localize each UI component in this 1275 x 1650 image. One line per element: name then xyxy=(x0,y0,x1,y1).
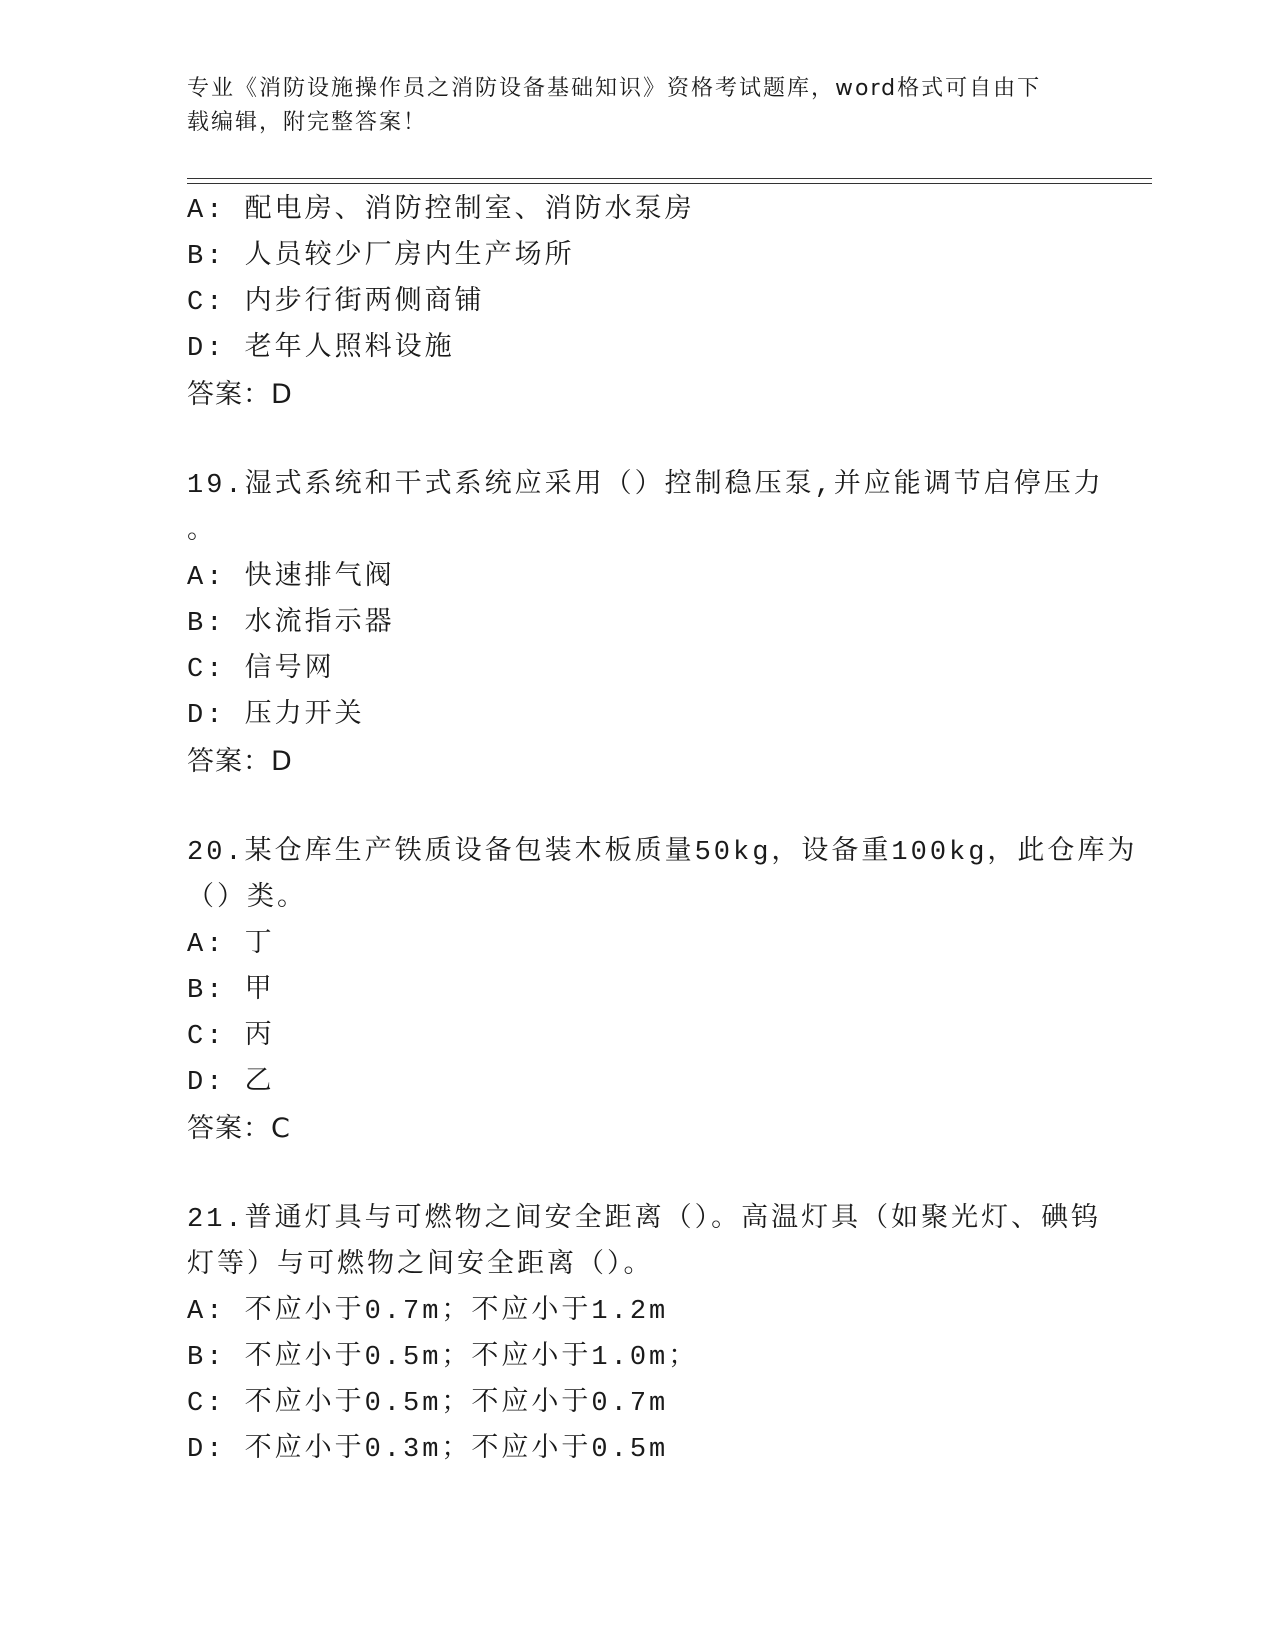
question-stem-continued: （）类。 xyxy=(187,884,307,914)
option-c: C: 信号网 xyxy=(187,655,335,685)
spacer xyxy=(187,785,1087,830)
option-a: A: 丁 xyxy=(187,930,275,960)
answer: 答案：D xyxy=(187,379,293,410)
option-d: D: 压力开关 xyxy=(187,701,365,731)
option-b: B: 不应小于0.5m；不应小于1.0m； xyxy=(187,1343,699,1373)
document-header xyxy=(187,72,1087,140)
question-stem: 21.普通灯具与可燃物之间安全距离（）。高温灯具（如聚光灯、碘钨 xyxy=(187,1205,1102,1235)
spacer xyxy=(187,418,1087,463)
option-d: D: 老年人照料设施 xyxy=(187,334,455,364)
question-list xyxy=(187,188,1138,1473)
question-20 xyxy=(187,830,1138,1152)
answer: 答案：C xyxy=(187,1113,291,1144)
option-c: C: 不应小于0.5m；不应小于0.7m xyxy=(187,1389,669,1419)
header-line-2: 载编辑，附完整答案！ xyxy=(187,110,428,135)
option-b: B: 水流指示器 xyxy=(187,609,395,639)
option-c: C: 丙 xyxy=(187,1022,275,1052)
option-d: D: 不应小于0.3m；不应小于0.5m xyxy=(187,1435,669,1465)
answer: 答案：D xyxy=(187,746,293,777)
option-b: B: 甲 xyxy=(187,976,275,1006)
option-b: B: 人员较少厂房内生产场所 xyxy=(187,242,575,272)
header-divider-top xyxy=(187,178,1152,179)
question-stem: 19.湿式系统和干式系统应采用（）控制稳压泵,并应能调节启停压力 xyxy=(187,471,1104,501)
question-19 xyxy=(187,463,1104,785)
option-a: A: 配电房、消防控制室、消防水泵房 xyxy=(187,196,695,226)
option-d: D: 乙 xyxy=(187,1068,275,1098)
question-stem-continued: 。 xyxy=(187,517,217,547)
spacer xyxy=(187,1152,1087,1197)
option-c: C: 内步行街两侧商铺 xyxy=(187,288,485,318)
option-a: A: 快速排气阀 xyxy=(187,563,395,593)
question-stem: 20.某仓库生产铁质设备包装木板质量50kg，设备重100kg，此仓库为 xyxy=(187,838,1138,868)
header-divider-bottom xyxy=(187,183,1152,184)
question-stem-continued: 灯等）与可燃物之间安全距离（）。 xyxy=(187,1251,654,1281)
option-a: A: 不应小于0.7m；不应小于1.2m xyxy=(187,1297,669,1327)
header-line-1: 专业《消防设施操作员之消防设备基础知识》资格考试题库，word格式可自由下 xyxy=(187,76,1042,101)
question-18-options xyxy=(187,188,1087,418)
question-21 xyxy=(187,1197,1102,1473)
